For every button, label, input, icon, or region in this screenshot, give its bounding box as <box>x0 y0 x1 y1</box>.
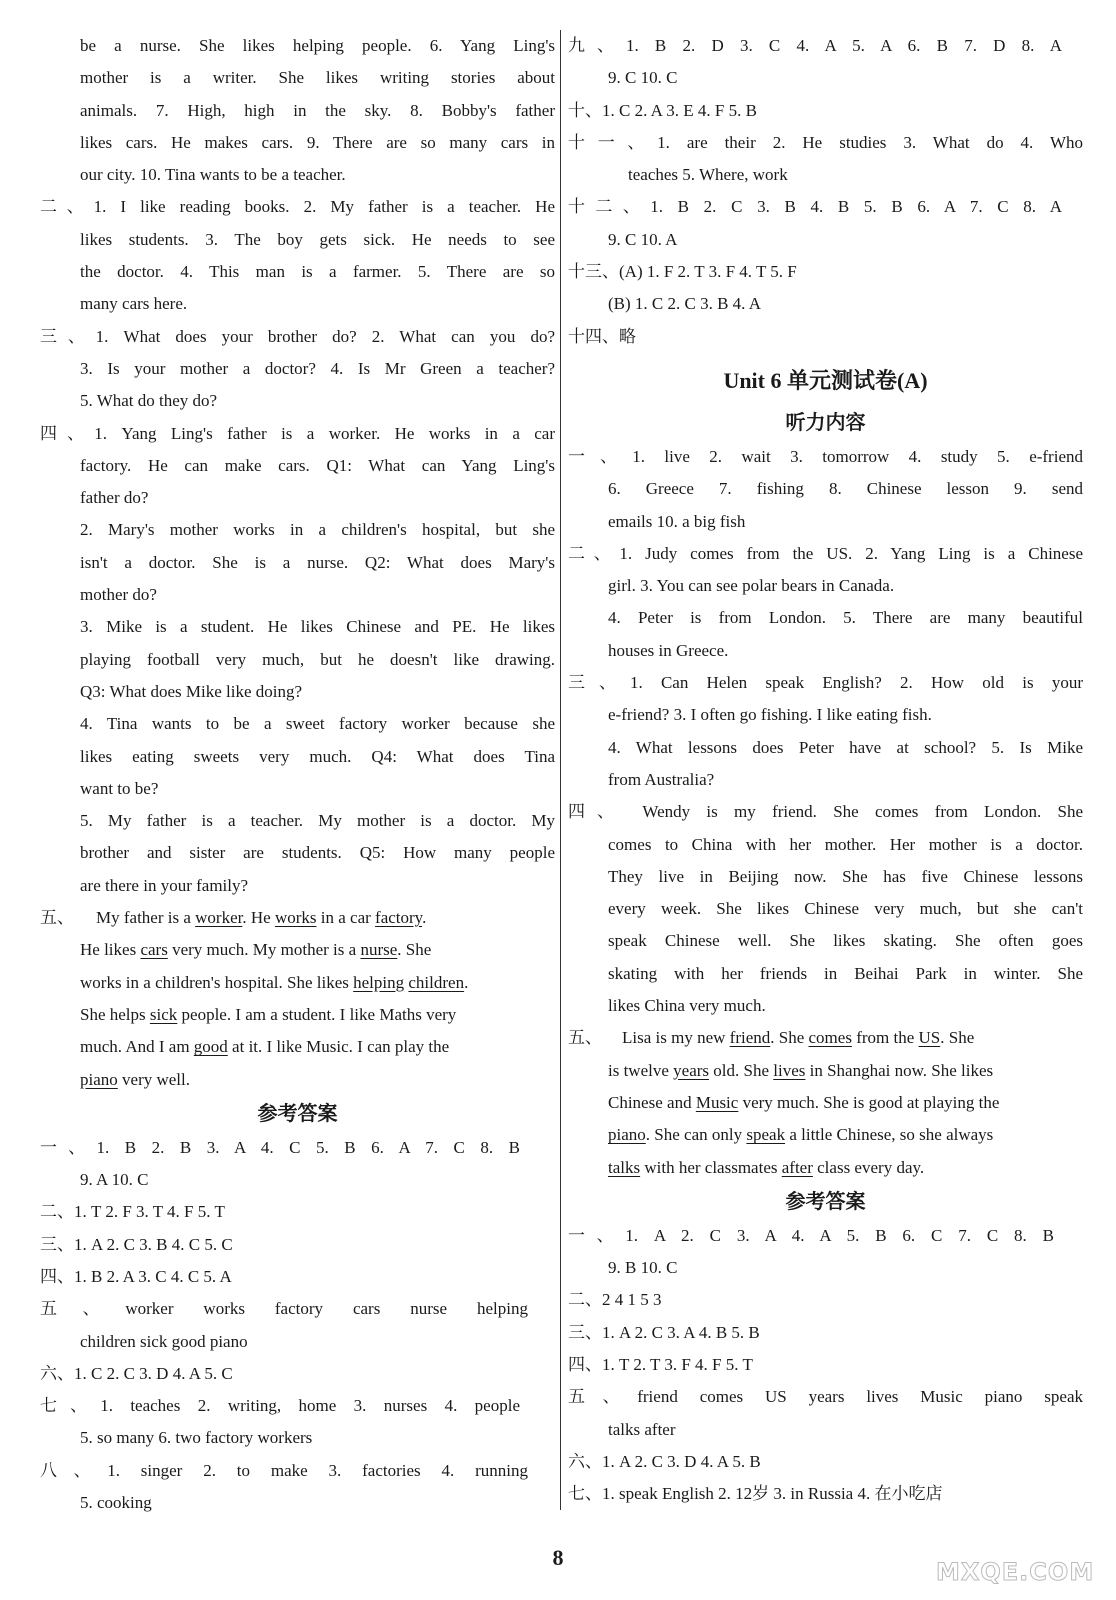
passage-text: . She <box>940 1028 975 1048</box>
text-line: our city. 10. Tina wants to be a teacher. <box>80 165 346 185</box>
answer-line: 十三、(A) 1. F 2. T 3. F 4. T 5. F <box>568 262 797 282</box>
passage-text: very well. <box>117 1069 191 1089</box>
unit-title: Unit 6 单元测试卷(A) <box>723 367 928 393</box>
passage-line <box>568 1119 1083 1151</box>
passage-text: . <box>464 972 469 992</box>
right-column <box>568 30 1083 1510</box>
text-line: Q3: What does Mike like doing? <box>80 681 303 701</box>
answer-word: comes <box>808 1028 852 1048</box>
text-line: houses in Greece. <box>608 640 729 660</box>
text-line: animals. 7. High, high in the sky. 8. Bobby's father <box>80 100 555 120</box>
passage-text: . She <box>397 940 432 960</box>
text-line: 3. Mike is a student. He likes Chinese and PE. He likes <box>80 617 555 637</box>
answer-line: 八、1. singer 2. to make 3. factories 4. running <box>40 1460 528 1480</box>
answer-line: 九、1. B 2. D 3. C 4. A 5. A 6. B 7. D 8. A <box>568 36 1062 55</box>
text-line: 三、1. Can Helen speak English? 2. How old is your <box>568 673 1083 693</box>
text-line: 2. Mary's mother works in a children's hospital, but she <box>80 520 555 540</box>
text-line: 四、 Wendy is my friend. She comes from London. She <box>568 802 1083 822</box>
text-line: every week. She likes Chinese very much, but she can't <box>608 899 1083 919</box>
passage-text: at it. I like Music. I can play the <box>227 1037 450 1057</box>
answer-word: lives <box>773 1060 806 1080</box>
answer-line: 十二、1. B 2. C 3. B 4. B 5. B 6. A 7. C 8. A <box>568 197 1062 217</box>
answer-line: 六、1. C 2. C 3. D 4. A 5. C <box>40 1363 233 1383</box>
passage-text: . She can only <box>645 1125 747 1145</box>
passage-line <box>40 934 555 966</box>
page-number: 8 <box>552 1545 564 1570</box>
text-line: skating with her friends in Beihai Park in winter. She <box>608 963 1083 983</box>
text-line: isn't a doctor. She is a nurse. Q2: What does Mary's <box>80 552 555 572</box>
text-line: likes China very much. <box>608 996 766 1016</box>
answer-word: talks <box>608 1157 641 1177</box>
text-line: girl. 3. You can see polar bears in Canada. <box>608 576 895 596</box>
text-line: comes to China with her mother. Her mother is a doctor. <box>608 834 1083 854</box>
answer-word: after <box>781 1157 813 1177</box>
passage-text: Chinese and <box>608 1092 696 1112</box>
passage-text: is twelve <box>608 1060 674 1080</box>
passage-text: Lisa is my new <box>622 1028 730 1048</box>
text-line: 二、1. I like reading books. 2. My father is a teacher. He <box>40 197 555 217</box>
passage-text: people. I am a student. I like Maths very <box>177 1004 457 1024</box>
passage-text: old. She <box>709 1060 774 1080</box>
answer-line: 七、1. teaches 2. writing, home 3. nurses 4. people <box>40 1396 520 1416</box>
watermark-logo <box>932 1532 1102 1592</box>
text-line: mother is a writer. She likes writing stories about <box>80 68 555 88</box>
passage-text: with her classmates <box>640 1157 782 1177</box>
answer-line: talks after <box>608 1419 676 1439</box>
answer-word: factory <box>375 908 423 928</box>
left-column <box>40 30 555 1519</box>
text-line: 4. Peter is from London. 5. There are many beautiful <box>608 608 1083 628</box>
answer-word: sick <box>149 1004 178 1024</box>
passage-text: in a car <box>316 908 376 928</box>
text-line: 4. What lessons does Peter have at school? 5. Is Mike <box>608 737 1083 757</box>
passage-text: She helps <box>80 1004 150 1024</box>
column-divider <box>560 30 561 1510</box>
text-line: emails 10. a big fish <box>608 511 746 531</box>
answer-line: 三、1. A 2. C 3. B 4. C 5. C <box>40 1234 233 1254</box>
passage-text: . <box>422 908 427 928</box>
passage-line <box>40 1031 555 1063</box>
answer-word: children <box>408 972 465 992</box>
answer-word: works <box>274 908 317 928</box>
answer-word: cars <box>140 940 168 960</box>
answer-line: 四、1. B 2. A 3. C 4. C 5. A <box>40 1266 232 1286</box>
text-line: are there in your family? <box>80 875 249 895</box>
answer-word: years <box>673 1060 710 1080</box>
answer-line: 5. cooking <box>80 1493 152 1513</box>
answer-line: 9. A 10. C <box>80 1170 149 1190</box>
passage-line <box>568 1152 1083 1184</box>
passage-text: much. And I am <box>80 1037 194 1057</box>
answer-line: 四、1. T 2. T 3. F 4. F 5. T <box>568 1354 753 1374</box>
passage-text: class every day. <box>812 1157 925 1177</box>
answer-word: US <box>918 1028 941 1048</box>
text-line: They live in Beijing now. She has five Chinese lessons <box>608 866 1083 886</box>
text-line: 二、1. Judy comes from the US. 2. Yang Ling is a Chinese <box>568 543 1083 563</box>
text-line: father do? <box>80 488 149 508</box>
answer-word: good <box>193 1037 228 1057</box>
answer-line: 三、1. A 2. C 3. A 4. B 5. B <box>568 1322 760 1342</box>
text-line: likes cars. He makes cars. 9. There are so many cars in <box>80 132 555 152</box>
section-marker: 五、 <box>40 908 74 928</box>
answer-line: 9. B 10. C <box>608 1258 678 1278</box>
answer-line: 七、1. speak English 2. 12岁 3. in Russia 4. 在小吃店 <box>568 1484 943 1504</box>
passage-text: . He <box>242 908 275 928</box>
text-line: many cars here. <box>80 294 188 314</box>
text-line: factory. He can make cars. Q1: What can Yang Ling's <box>80 455 555 475</box>
passage-text: . She <box>770 1028 809 1048</box>
answer-line: 一、1. A 2. C 3. A 4. A 5. B 6. C 7. C 8. B <box>568 1225 1054 1245</box>
answer-line: (B) 1. C 2. C 3. B 4. A <box>608 294 762 314</box>
passage-text: very much. My mother is a <box>167 940 361 960</box>
passage-text: My father is a <box>96 908 196 928</box>
answers-heading: 参考答案 <box>785 1190 866 1213</box>
text-line: 5. What do they do? <box>80 391 218 411</box>
text-line: brother and sister are students. Q5: How many people <box>80 843 555 863</box>
section-marker: 五、 <box>568 1028 602 1048</box>
text-line: likes students. 3. The boy gets sick. He needs to see <box>80 229 555 249</box>
answer-word: piano <box>608 1125 646 1145</box>
text-line: 一、1. live 2. wait 3. tomorrow 4. study 5. e-friend <box>568 446 1083 466</box>
text-line: 三、1. What does your brother do? 2. What can you do? <box>40 326 555 346</box>
text-line: 四、1. Yang Ling's father is a worker. He works in a car <box>40 423 555 443</box>
answer-word: piano <box>80 1069 118 1089</box>
passage-text: from the <box>851 1028 919 1048</box>
answer-word: helping <box>353 972 405 992</box>
text-line: 6. Greece 7. fishing 8. Chinese lesson 9. send <box>608 479 1083 499</box>
text-line: likes eating sweets very much. Q4: What does Tina <box>80 746 555 766</box>
answer-word: nurse <box>360 940 398 960</box>
passage-text: works in a children's hospital. She likes <box>80 972 354 992</box>
passage-line <box>568 1055 1083 1087</box>
passage-line <box>40 1064 555 1096</box>
passage-line <box>568 1087 1083 1119</box>
text-line: mother do? <box>80 585 157 605</box>
answer-line: 五、friend comes US years lives Music piano speak <box>568 1387 1083 1407</box>
answer-line: 五、worker works factory cars nurse helping <box>40 1299 528 1319</box>
answer-word: friend <box>729 1028 771 1048</box>
text-line: 5. My father is a teacher. My mother is a doctor. My <box>80 811 555 831</box>
passage-line <box>40 999 555 1031</box>
text-line: 3. Is your mother a doctor? 4. Is Mr Green a teacher? <box>80 358 555 378</box>
passage-text: very much. She is good at playing the <box>738 1092 1000 1112</box>
text-line: from Australia? <box>608 769 715 789</box>
passage-line <box>40 902 555 934</box>
passage-line <box>40 967 555 999</box>
text-line: e-friend? 3. I often go fishing. I like eating fish. <box>608 705 932 725</box>
answer-line: 一、1. B 2. B 3. A 4. C 5. B 6. A 7. C 8. B <box>40 1137 520 1157</box>
answer-line: children sick good piano <box>80 1331 248 1351</box>
listening-heading: 听力内容 <box>785 411 866 434</box>
answer-line: 二、2 4 1 5 3 <box>568 1290 662 1310</box>
answer-line: 5. so many 6. two factory workers <box>80 1428 313 1448</box>
answer-word: worker <box>195 908 243 928</box>
answer-line: 9. C 10. C <box>608 68 678 88</box>
passage-text: in Shanghai now. She likes <box>805 1060 994 1080</box>
answer-line: 二、1. T 2. F 3. T 4. F 5. T <box>40 1202 225 1222</box>
answer-line: 六、1. A 2. C 3. D 4. A 5. B <box>568 1451 761 1471</box>
answer-word: speak <box>746 1125 786 1145</box>
answer-line: 十、1. C 2. A 3. E 4. F 5. B <box>568 100 757 120</box>
answer-word: Music <box>695 1092 739 1112</box>
text-line: be a nurse. She likes helping people. 6. Yang Ling's <box>80 36 555 55</box>
text-line: 4. Tina wants to be a sweet factory worker because she <box>80 714 555 734</box>
text-line: want to be? <box>80 778 159 798</box>
text-line: the doctor. 4. This man is a farmer. 5. There are so <box>80 262 555 282</box>
watermark-text: MXQE.COM <box>936 1558 1095 1586</box>
answer-line: 十四、略 <box>568 326 636 346</box>
answer-line: 9. C 10. A <box>608 229 678 249</box>
answer-line: teaches 5. Where, work <box>628 165 788 185</box>
answer-line: 十一、1. are their 2. He studies 3. What do 4. Who <box>568 132 1083 152</box>
text-line: speak Chinese well. She likes skating. She often goes <box>608 931 1083 951</box>
passage-text: He likes <box>80 940 141 960</box>
answers-heading: 参考答案 <box>257 1102 338 1125</box>
passage-text: a little Chinese, so she always <box>785 1125 994 1145</box>
text-line: playing football very much, but he doesn't like drawing. <box>80 649 555 669</box>
passage-line <box>568 1022 1083 1054</box>
